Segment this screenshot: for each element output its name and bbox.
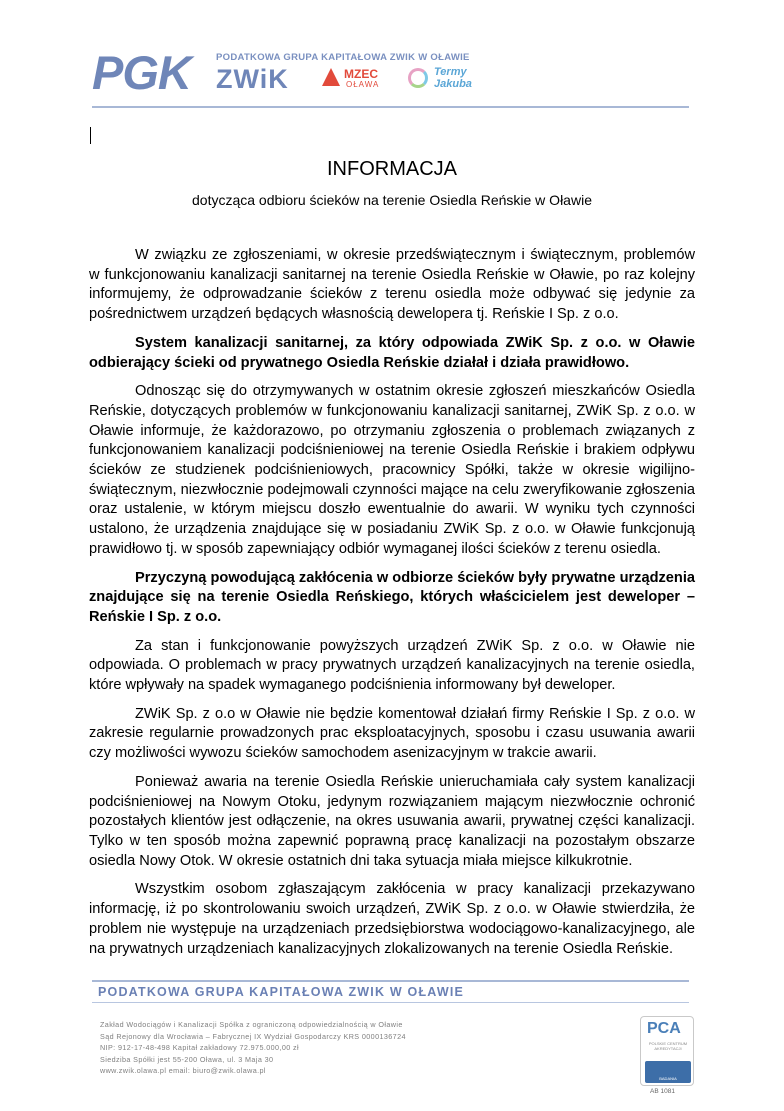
group-name: PODATKOWA GRUPA KAPITAŁOWA ZWIK W OŁAWIE	[216, 52, 470, 63]
paragraph: Ponieważ awaria na terenie Osiedla Reńskie unieruchamiała cały system kanalizacji podciśnieniowej na Nowym Otoku, jedynym rozwiązaniem mającym niezwłocznie ochronić pozostałych klientów jest odłączenie, na okres usuwania awarii, prywatnej części kanalizacji. Tylko w ten sposób można zapewnić poprawną pracę kanalizacji na pozostałym obszarze osiedla Nowy Otok. W okresie ostatnich dni taka sytuacja miała miejsce kilkukrotnie.	[89, 773, 695, 869]
mzec-logo	[322, 66, 382, 96]
pca-accreditation-logo	[640, 1016, 694, 1086]
court-registration: Sąd Rejonowy dla Wrocławia – Fabrycznej IX Wydział Gospodarczy KRS 0000136724	[100, 1031, 406, 1041]
paragraph-bold: Przyczyną powodującą zakłócenia w odbiorze ścieków były prywatne urządzenia znajdujące się na terenie Osiedla Reńskiego, których właścicielem jest deweloper – Reńskie I Sp. z o.o.	[89, 569, 695, 625]
document-title: INFORMACJA	[327, 158, 457, 180]
text-cursor	[90, 127, 91, 144]
paragraph: Za stan i funkcjonowanie powyższych urządzeń ZWiK Sp. z o.o. w Oławie nie odpowiada. O problemach w pracy prywatnych urządzeń kanalizacyjnych na terenie osiedla, które wpływały na spadek wymaganego podciśnienia informowany był deweloper.	[89, 637, 695, 694]
paragraph: ZWiK Sp. z o.o w Oławie nie będzie komentował działań firmy Reńskie I Sp. z o.o. w zakresie regularnie prowadzonych prac eksploatacyjnych, sposobu i czasu usuwania awarii czy możliwości wywozu ścieków samochodem asenizacyjnym w trakcie awarii.	[89, 705, 695, 762]
footer-group-title: PODATKOWA GRUPA KAPITAŁOWA ZWIK W OŁAWIE	[98, 985, 465, 999]
tax-capital: NIP: 912-17-48-498 Kapitał zakładowy 72.975.000,00 zł	[100, 1043, 300, 1052]
header-divider	[92, 106, 689, 108]
pca-logo-subtext: POLSKIE CENTRUM AKREDYTACJI	[648, 1041, 688, 1051]
footer-divider-thin	[92, 1002, 689, 1003]
company-name: Zakład Wodociągów i Kanalizacji Spółka z ograniczoną odpowiedzialnością w Oławie	[100, 1020, 403, 1029]
termy-swirl-icon	[408, 68, 428, 88]
document-body	[89, 246, 695, 959]
accreditation-number: AB 1081	[650, 1088, 675, 1095]
pca-badge	[645, 1061, 691, 1083]
company-details	[100, 1019, 406, 1077]
pca-logo-text: PCA	[647, 1020, 681, 1037]
company-contact: www.zwik.olawa.pl email: biuro@zwik.olawa.pl	[100, 1066, 266, 1075]
termy-logo-line1: Termy	[434, 66, 467, 78]
paragraph: Odnosząc się do otrzymywanych w ostatnim okresie zgłoszeń mieszkańców Osiedla Reńskie, dotyczących problemów w funkcjonowaniu kanalizacji sanitarnej, ZWiK Sp. z o.o. w Oławie informuje, że każdorazowo, po otrzymaniu zgłoszenia o problemach związanych z funkcjonowaniem kanalizacji podciśnieniowej na terenie Osiedla Reńskie i brakiem odpływu ścieków ze studzienek podciśnieniowych, pracownicy Spółki, także w okresie wigilijno-świątecznym, niezwłocznie podejmowali czynności mające na celu zweryfikowanie zgłoszenia oraz ustalenie, w którym miejscu doszło ewentualnie do awarii. W wyniku tych czynności ustalono, że urządzenia znajdujące się w posiadaniu ZWiK Sp. z o.o. w Oławie funkcjonują prawidłowo tj. w sposób zapewniający odbiór wymaganej ilości ścieków z terenu osiedla.	[89, 383, 695, 557]
paragraph: W związku ze zgłoszeniami, w okresie przedświątecznym i świątecznym, problemów w funkcjonowaniu kanalizacji sanitarnej na terenie Osiedla Reńskie w Oławie, po raz kolejny informujemy, że odprowadzanie ścieków z terenu osiedla może odbywać się jedynie za pośrednictwem urządzeń będących własnością dewelopera tj. Reńskie I Sp. z o.o.	[89, 247, 695, 323]
pca-badge-text: BADANIA	[659, 1076, 677, 1081]
document-subtitle: dotycząca odbioru ścieków na terenie Osiedla Reńskie w Oławie	[192, 192, 592, 208]
termy-jakuba-logo	[408, 66, 478, 96]
termy-logo-line2: Jakuba	[434, 78, 472, 90]
footer-divider	[92, 980, 689, 982]
pgk-logo: PGK	[92, 46, 191, 99]
mzec-flame-icon	[322, 68, 340, 86]
mzec-logo-text: MZEC	[344, 67, 378, 81]
paragraph-bold: System kanalizacji sanitarnej, za który odpowiada ZWiK Sp. z o.o. w Oławie odbierający ścieki od prywatnego Osiedla Reńskie działał i działa prawidłowo.	[89, 334, 695, 371]
letterhead	[92, 48, 690, 108]
paragraph: Wszystkim osobom zgłaszającym zakłócenia w pracy kanalizacji przekazywano informację, iż po skontrolowaniu swoich urządzeń, ZWiK Sp. z o.o. w Oławie stwierdziła, że problem nie występuje na urządzeniach przedsiębiorstwa wodociągowo-kanalizacyjnego, ale na prywatnych urządzeniach kanalizacyjnych zlokalizowanych na terenie Osiedla Reńskie.	[89, 881, 695, 957]
company-address: Siedziba Spółki jest 55-200 Oława, ul. 3 Maja 30	[100, 1054, 274, 1064]
zwik-logo: ZWiK	[216, 64, 289, 94]
mzec-logo-subtext: OŁAWA	[346, 80, 380, 89]
